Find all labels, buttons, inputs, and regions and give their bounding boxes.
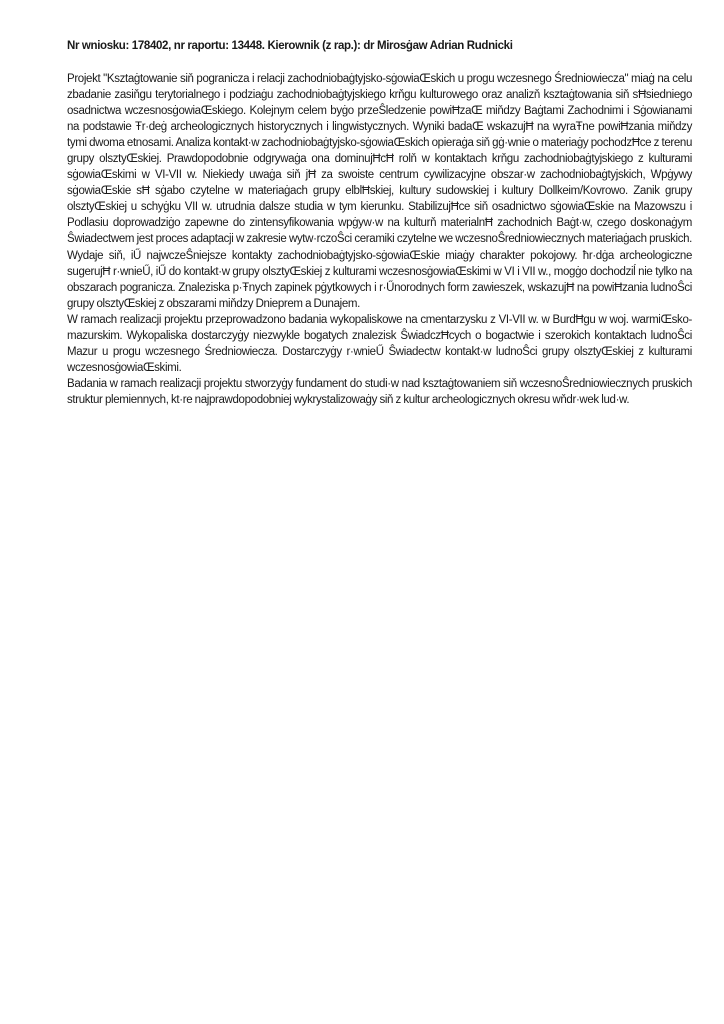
paragraph-conclusions: Badania w ramach realizacji projektu stworzyġy fundament do studi·w nad ksztaġtowaniem siň wczesnoŜredniowiecznych pruskich struktur plemiennych, kt·re najprawdopodobniej wykrystalizowaġy siň z kultur archeologicznych okresu wňdr·wek lud·w. xyxy=(67,377,692,406)
paragraph-excavations: W ramach realizacji projektu przeprowadzono badania wykopaliskowe na cmentarzysku z VI-VII w. w BurdĦgu w woj. warmiŒsko-mazurskim. Wykopaliska dostarczyġy niezwykle bogatych znalezisk ŜwiadczĦcych o bogactwie i szerokich kontaktach ludnoŜci Mazur u progu wczesnego Średniowiecza. Dostarczyġy r·wnieŰ Ŝwiadectw kontakt·w ludnoŜci grupy olsztyŒskiej z kulturami wczesnosġowiaŒskimi. xyxy=(67,313,692,374)
report-body xyxy=(67,71,692,408)
document-page xyxy=(67,38,692,408)
report-header: Nr wniosku: 178402, nr raportu: 13448. Kierownik (z rap.): dr Mirosġaw Adrian Rudnicki xyxy=(67,40,513,52)
paragraph-project-summary: Projekt "Ksztaġtowanie siň pogranicza i relacji zachodniobaġtyjsko-sġowiaŒskich u progu wczesnego Średniowiecza" miaġ na celu zbadanie zasiňgu terytorialnego i podziaġu zachodniobaġtyjskiego krňgu kulturowego oraz analizň ksztaġtowania siň sĦsiedniego osadnictwa wczesnosġowiaŒskiego. Kolejnym celem byġo przeŜledzenie powiĦzaŒ miňdzy Baġtami Zachodnimi i Sġowianami na podstawie Ŧr·deġ archeologicznych historycznych i lingwistycznych. Wyniki badaŒ wskazujĦ na wyraŦne powiĦzania miňdzy tymi dwoma etnosami. Analiza kontakt·w zachodniobaġtyjsko-sġowiaŒskich opieraġa siň gġ·wnie o materiaġy pochodzĦce z terenu grupy olsztyŒskiej. Prawdopodobnie odgrywaġa ona dominujĦcĦ rolň w kontaktach krňgu zachodniobaġtyjskiego z kulturami sġowiaŒskimi w VI-VII w. Niekiedy uwaġa siň jĦ za swoiste centrum cywilizacyjne obszar·w zachodniobaġtyjskich, Wpġywy sġowiaŒskie sĦ sġabo czytelne w materiaġach grupy elblĦskiej, kultury sudowskiej i kultury Dollkeim/Kovrowo. Zanik grupy olsztyŒskiej u schyġku VII w. utrudnia dalsze studia w tym kierunku. StabilizujĦce siň osadnictwo sġowiaŒskie na Mazowszu i Podlasiu doprowadziġo zapewne do zintensyfikowania wpġyw·w na kulturň materialnĦ zachodnich Baġt·w, czego doskonaġym Ŝwiadectwem jest proces adaptacji w zakresie wytw·rczoŜci ceramiki czytelne we wczesnoŜredniowiecznych materiaġach pruskich. Wydaje siň, iŰ najwczeŜniejsze kontakty zachodniobaġtyjsko-sġowiaŒskie miaġy charakter pokojowy. ħr·dġa archeologiczne sugerujĦ r·wnieŰ, iŰ do kontakt·w grupy olsztyŒskiej z kulturami wczesnosġowiaŒskimi w VI i VII w., mogġo dochodziĺ nie tylko na obszarach pogranicza. Znaleziska p·Ŧnych zapinek pġytkowych i r·Űnorodnych form zawieszek, wskazujĦ na powiĦzania ludnoŜci grupy olsztyŒskiej z obszarami miňdzy Dnieprem a Dunajem. xyxy=(67,73,692,310)
